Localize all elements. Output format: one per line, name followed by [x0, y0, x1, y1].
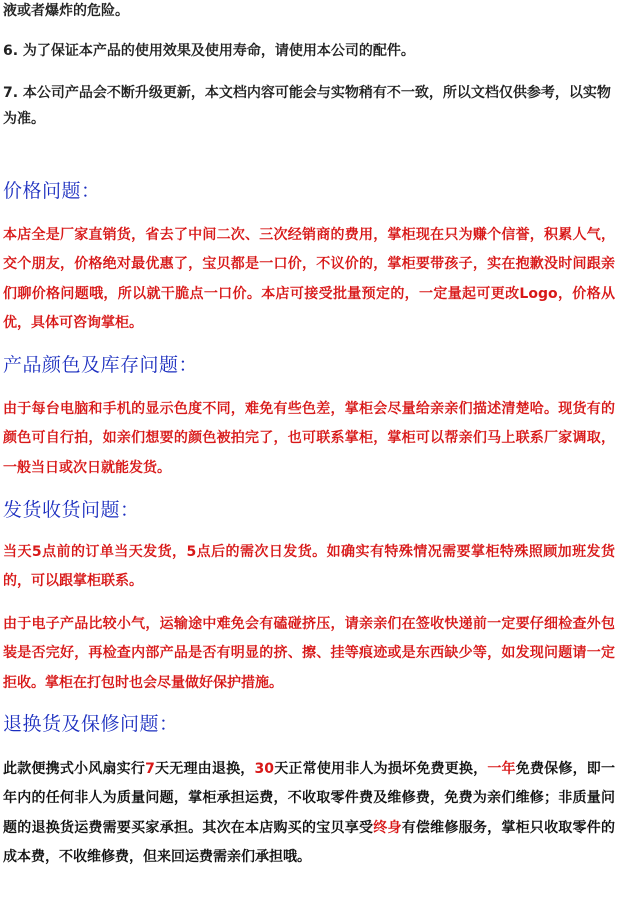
- price-heading: 价格问题：: [3, 180, 101, 202]
- shipping-heading: 发货收货问题：: [3, 499, 140, 521]
- color-stock-heading: 产品颜色及库存问题：: [3, 354, 199, 376]
- returns-text-2: 天无理由退换，: [154, 761, 255, 777]
- returns-text-1: 此款便携式小风扇实行: [3, 761, 146, 777]
- returns-highlight-30-days: 30: [254, 761, 274, 777]
- notice-item-7: 7. 本公司产品会不断升级更新，本文档内容可能会与实物稍有不一致，所以文档仅供参考，以实物为准。: [3, 85, 611, 127]
- notice-item-6: 6. 为了保证本产品的使用效果及使用寿命，请使用本公司的配件。: [3, 43, 415, 59]
- returns-text-4: 免费保修，即一年内的任何非人为质量问题，掌柜承担运费，不收取零件费及维修费，免费为亲们维修；非质量问题的退换货运费需要买家承担。其次在本店购买的宝贝享受: [3, 761, 616, 836]
- returns-text-5: 有偿维修服务，掌柜只收取零件的成本费，不收维修费，但来回运费需亲们承担哦。: [3, 819, 616, 866]
- shipping-paragraph-1: 当天5点前的订单当天发货，5点后的需次日发货。如确实有特殊情况需要掌柜特殊照顾加班发货的，可以跟掌柜联系。: [3, 544, 615, 590]
- returns-heading: 退换货及保修问题：: [3, 713, 179, 735]
- returns-text-3: 天正常使用非人为损坏免费更换，: [274, 761, 488, 777]
- returns-paragraph: [3, 755, 615, 873]
- color-stock-paragraph: 由于每台电脑和手机的显示色度不同，难免有些色差，掌柜会尽量给亲亲们描述清楚哈。现货有的颜色可自行拍，如亲们想要的颜色被拍完了，也可联系掌柜，掌柜可以帮亲们马上联系厂家调取，一般当日或次日就能发货。: [3, 401, 615, 476]
- returns-highlight-one-year: 一年: [487, 761, 516, 777]
- returns-highlight-lifetime: 终身: [373, 819, 402, 836]
- shipping-paragraph-2: 由于电子产品比较小气，运输途中难免会有磕碰挤压，请亲亲们在签收快递前一定要仔细检查外包装是否完好，再检查内部产品是否有明显的挤、擦、挂等痕迹或是东西缺少等，如发现问题请一定拒收。掌柜在打包时也会尽量做好保护措施。: [3, 616, 615, 691]
- returns-highlight-7-days: 7: [145, 761, 155, 777]
- notice-fragment: 液或者爆炸的危险。: [3, 3, 129, 19]
- price-paragraph: 本店全是厂家直销货，省去了中间二次、三次经销商的费用，掌柜现在只为赚个信誉，积累人气，交个朋友，价格绝对最优惠了，宝贝都是一口价，不议价的，掌柜要带孩子，实在抱歉没时间跟亲们聊价格问题哦，所以就干脆点一口价。本店可接受批量预定的，一定量起可更改Logo，价格从优，具体可咨询掌柜。: [3, 227, 615, 332]
